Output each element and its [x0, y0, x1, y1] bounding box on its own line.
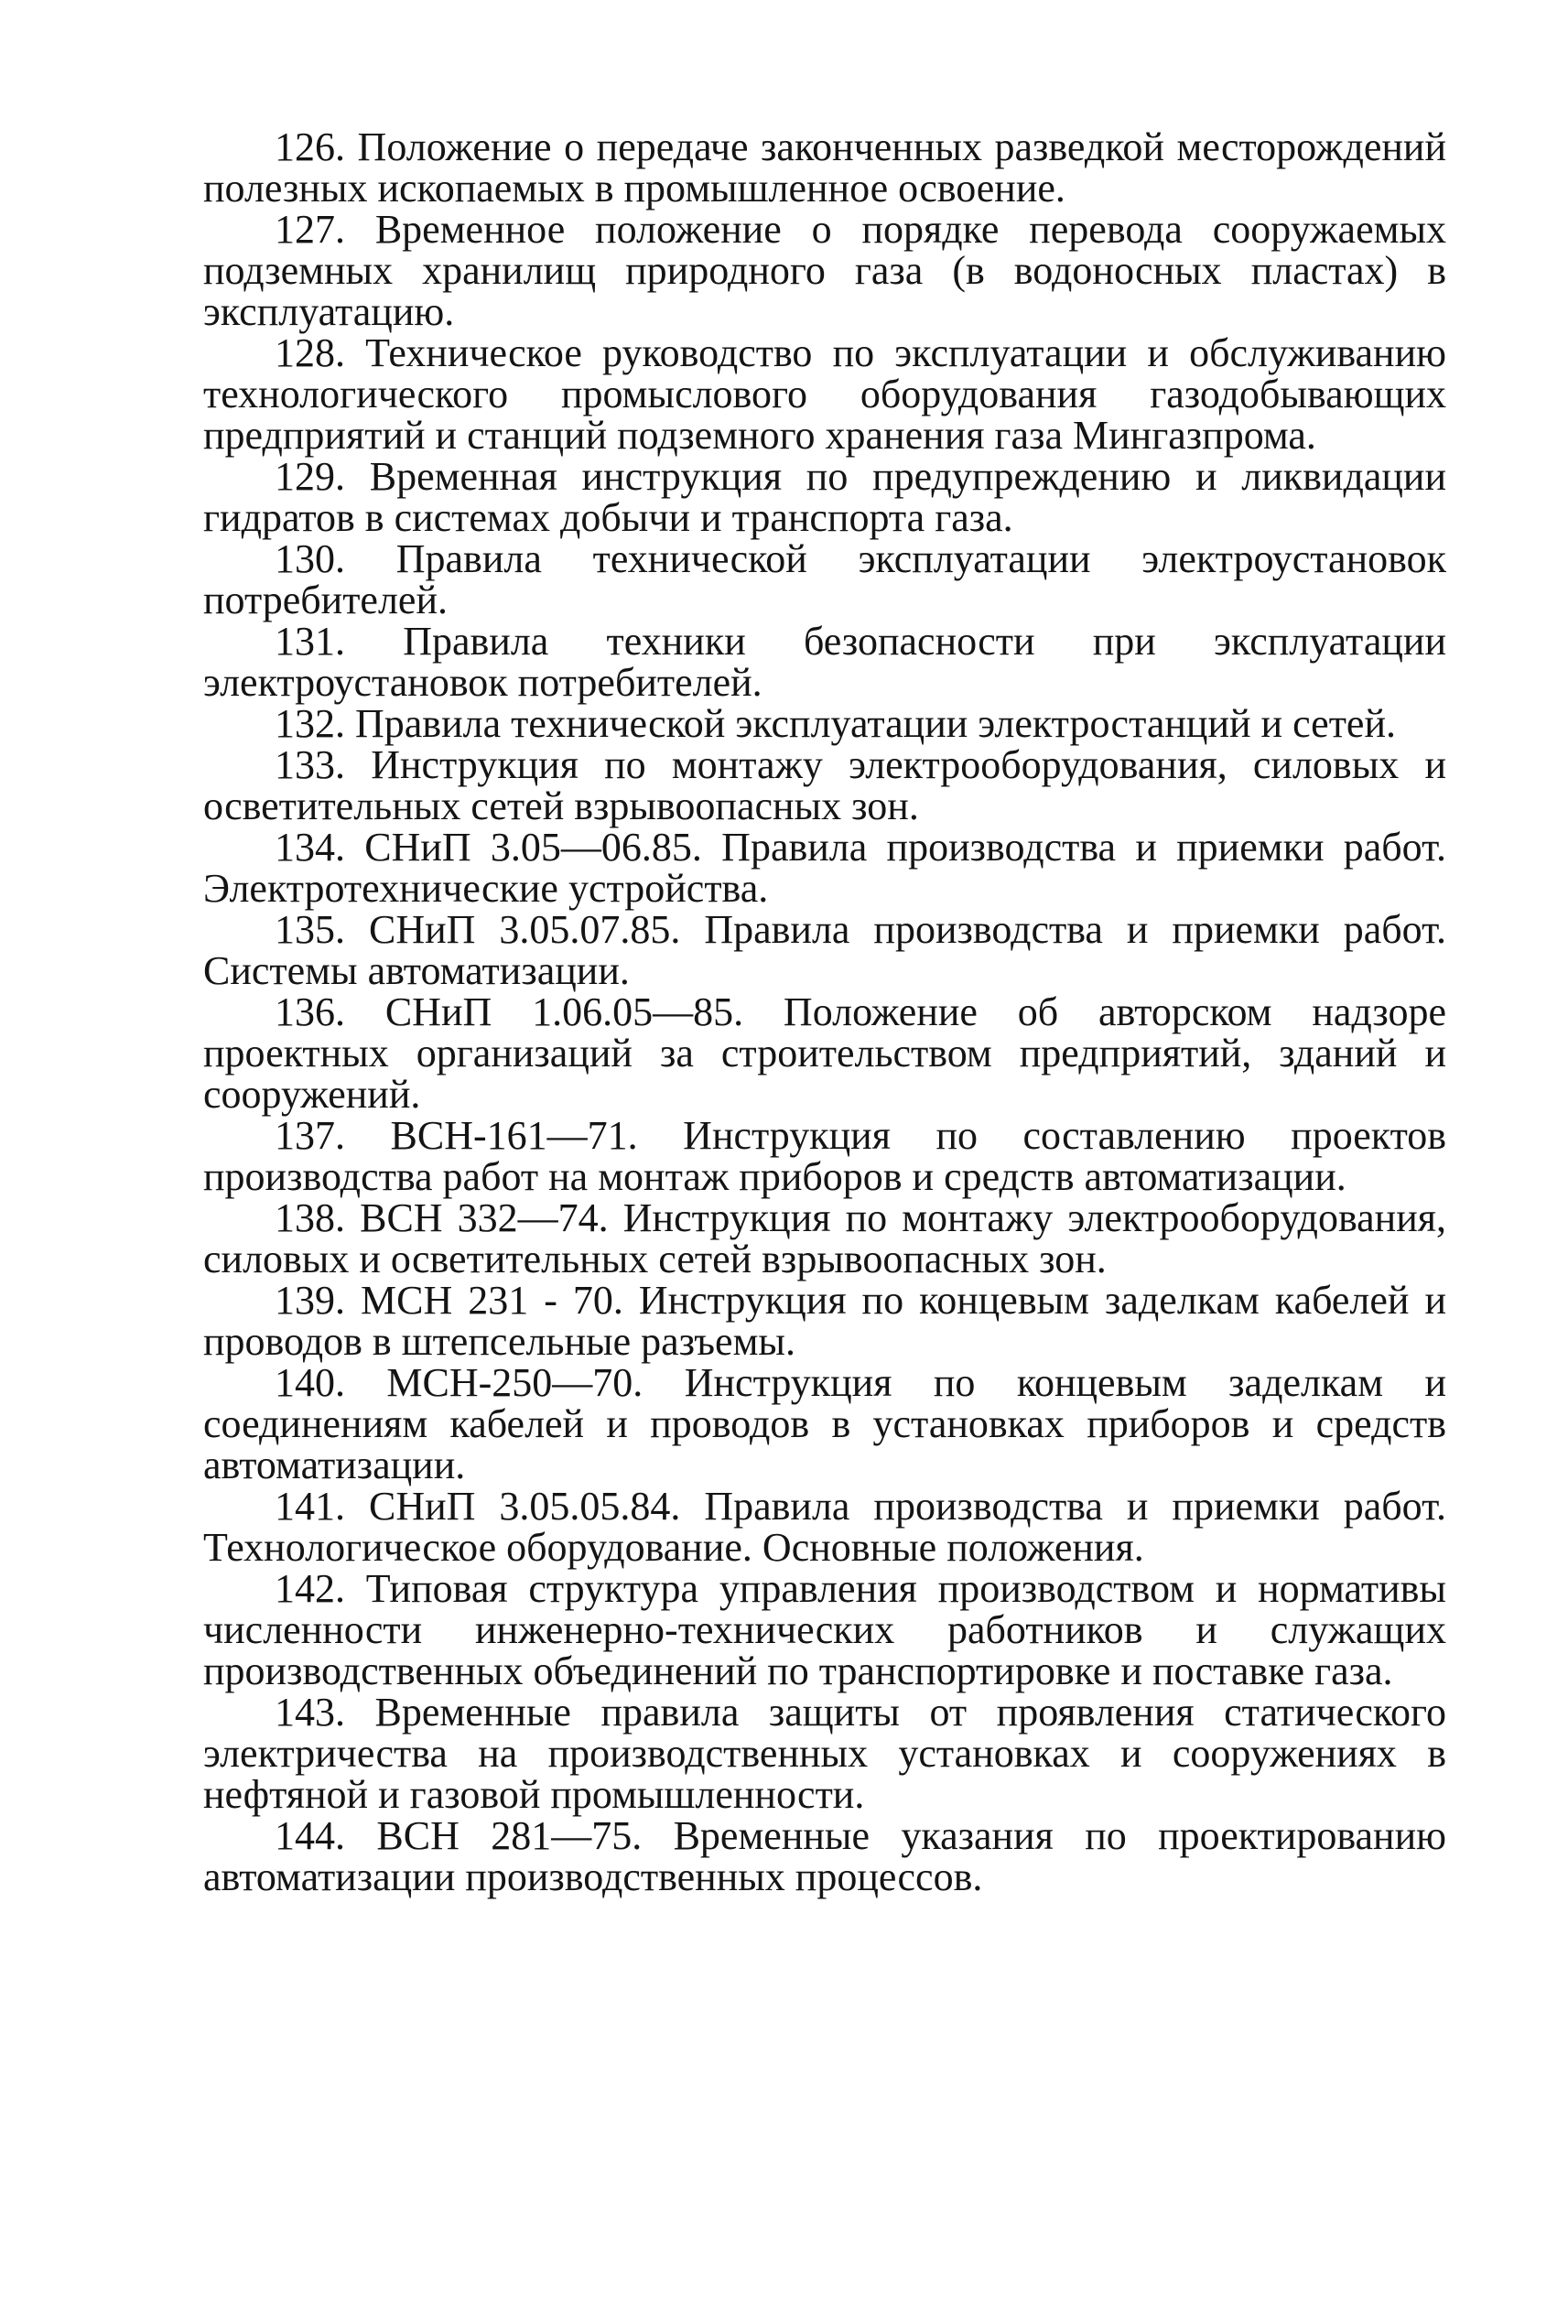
- item-number: 132.: [275, 701, 345, 746]
- list-item: [203, 538, 1446, 621]
- item-text: СНиП 1.06.05—85. Положение об авторском надзоре проектных организаций за строительством предприятий, зданий и сооружений.: [203, 989, 1446, 1117]
- item-number: 136.: [275, 989, 345, 1034]
- list-item: [203, 1280, 1446, 1362]
- list-item: [203, 621, 1446, 703]
- item-number: 128.: [275, 330, 345, 375]
- item-text: Техническое руководство по эксплуатации и обслуживанию технологического промыслового оборудования газодобывающих предприятий и станций подземного хранения газа Мингазпрома.: [203, 330, 1447, 458]
- item-number: 131.: [275, 619, 345, 664]
- list-item: [203, 827, 1446, 909]
- list-item: [203, 909, 1446, 991]
- item-number: 133.: [275, 742, 345, 787]
- list-item: [203, 703, 1446, 744]
- item-text: Правила технической эксплуатации электроустановок потребителей.: [203, 536, 1446, 622]
- item-text: ВСН 332—74. Инструкция по монтажу электрооборудования, силовых и осветительных сетей взрывоопасных зон.: [203, 1195, 1447, 1281]
- document-page: [203, 126, 1446, 1897]
- item-number: 135.: [275, 907, 345, 952]
- item-number: 126.: [275, 124, 345, 169]
- item-text: Правила технической эксплуатации электростанций и сетей.: [355, 701, 1396, 746]
- item-text: МСН 231 - 70. Инструкция по концевым заделкам кабелей и проводов в штепсельные разъемы.: [203, 1278, 1446, 1364]
- list-item: [203, 1815, 1446, 1897]
- list-item: [203, 1486, 1446, 1568]
- item-text: Правила техники безопасности при эксплуатации электроустановок потребителей.: [203, 619, 1446, 705]
- item-number: 129.: [275, 454, 345, 499]
- item-number: 140.: [275, 1360, 345, 1405]
- item-text: Положение о передаче законченных разведкой месторождений полезных ископаемых в промышленное освоение.: [203, 124, 1446, 211]
- item-text: СНиП 3.05.05.84. Правила производства и приемки работ. Технологическое оборудование. Основные положения.: [203, 1484, 1447, 1570]
- item-number: 142.: [275, 1566, 345, 1611]
- item-text: ВСН 281—75. Временные указания по проектированию автоматизации производственных процессов.: [203, 1813, 1447, 1899]
- list-item: [203, 126, 1446, 209]
- item-number: 139.: [275, 1278, 345, 1323]
- item-number: 137.: [275, 1113, 345, 1158]
- item-text: МСН-250—70. Инструкция по концевым заделкам и соединениям кабелей и проводов в установках приборов и средств автоматизации.: [203, 1360, 1446, 1487]
- list-item: [203, 1362, 1446, 1486]
- item-text: ВСН-161—71. Инструкция по составлению проектов производства работ на монтаж приборов и средств автоматизации.: [203, 1113, 1446, 1199]
- item-number: 141.: [275, 1484, 345, 1529]
- list-item: [203, 209, 1446, 332]
- item-text: СНиП 3.05—06.85. Правила производства и приемки работ. Электротехнические устройства.: [203, 825, 1446, 911]
- item-text: Временная инструкция по предупреждению и ликвидации гидратов в системах добычи и транспорта газа.: [203, 454, 1446, 540]
- item-text: Типовая структура управления производством и нормативы численности инженерно-технических работников и служащих производственных объединений по транспортировке и поставке газа.: [203, 1566, 1446, 1693]
- list-item: [203, 1115, 1446, 1197]
- list-item: [203, 1568, 1446, 1692]
- item-number: 134.: [275, 825, 345, 870]
- item-number: 144.: [275, 1813, 345, 1858]
- item-text: СНиП 3.05.07.85. Правила производства и приемки работ. Системы автоматизации.: [203, 907, 1447, 993]
- list-item: [203, 991, 1446, 1115]
- list-item: [203, 456, 1446, 538]
- item-number: 127.: [275, 207, 345, 252]
- item-text: Временное положение о порядке перевода сооружаемых подземных хранилищ природного газа (в водоносных пластах) в эксплуатацию.: [203, 207, 1447, 334]
- item-text: Инструкция по монтажу электрооборудования, силовых и осветительных сетей взрывоопасных зон.: [203, 742, 1446, 828]
- list-item: [203, 1197, 1446, 1280]
- item-number: 138.: [275, 1195, 345, 1240]
- item-text: Временные правила защиты от проявления статического электричества на производственных установках и сооружениях в нефтяной и газовой промышленности.: [203, 1690, 1446, 1817]
- list-item: [203, 1692, 1446, 1815]
- item-number: 143.: [275, 1690, 345, 1735]
- item-number: 130.: [275, 536, 345, 581]
- list-item: [203, 744, 1446, 827]
- list-item: [203, 332, 1446, 456]
